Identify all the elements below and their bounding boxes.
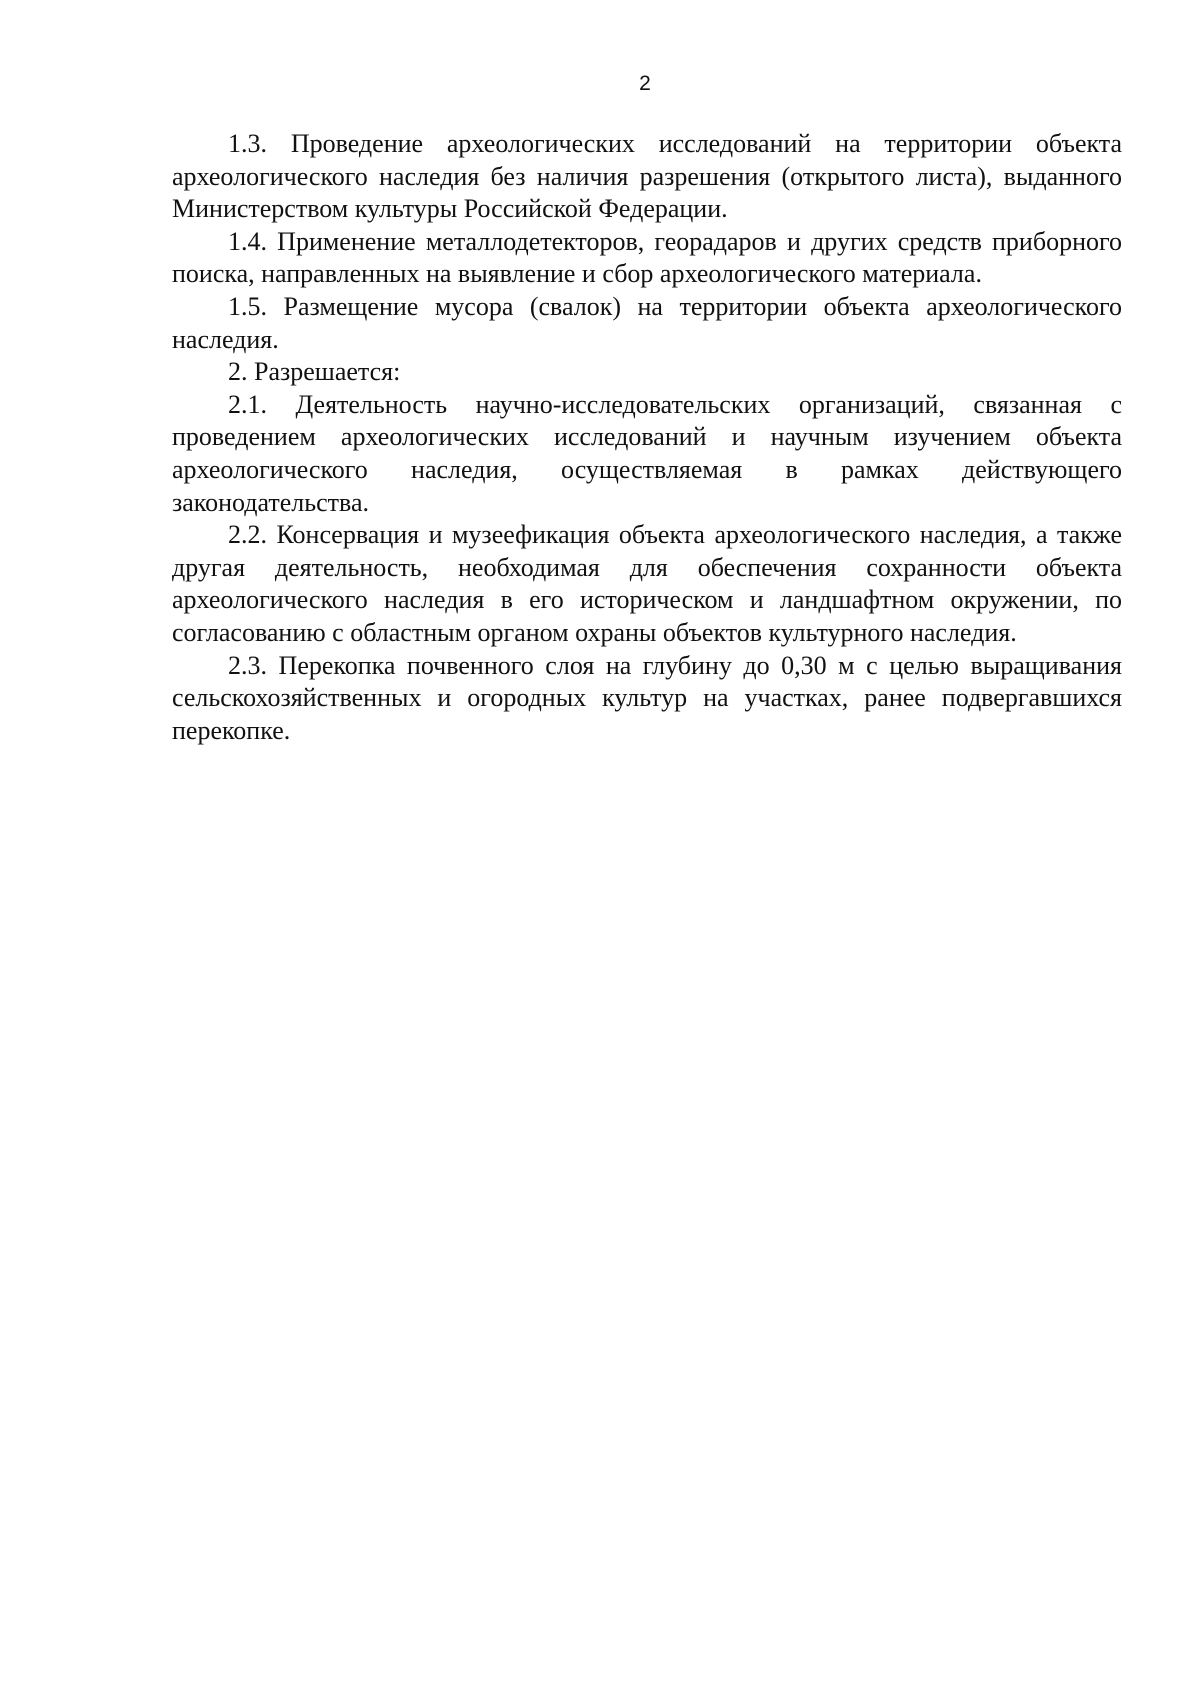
paragraph-2-1: 2.1. Деятельность научно-исследовательских организаций, связанная с проведением археологических исследований и научным изучением объекта археологического наследия, осуществляемая в рамках действующего законодательства. (172, 389, 1122, 517)
page-number: 2 (639, 72, 651, 95)
paragraph-1-4: 1.4. Применение металлодетекторов, георадаров и других средств приборного поиска, направленных на выявление и сбор археологического материала. (172, 226, 1122, 289)
paragraph-2-heading: 2. Разрешается: (228, 357, 401, 387)
document-body (172, 128, 1122, 747)
paragraph-1-5: 1.5. Размещение мусора (свалок) на территории объекта археологического наследия. (172, 291, 1122, 354)
paragraph-2-2: 2.2. Консервация и музеефикация объекта археологического наследия, а также другая деятельность, необходимая для обеспечения сохранности объекта археологического наследия в его историческом и ландшафтном окружении, по согласованию с областным органом охраны объектов культурного наследия. (172, 520, 1122, 647)
paragraph-1-3: 1.3. Проведение археологических исследований на территории объекта археологического наследия без наличия разрешения (открытого листа), выданного Министерством культуры Российской Федерации. (172, 129, 1122, 224)
paragraph-2-3: 2.3. Перекопка почвенного слоя на глубину до 0,30 м с целью выращивания сельскохозяйственных и огородных культур на участках, ранее подвергавшихся перекопке. (172, 650, 1122, 745)
